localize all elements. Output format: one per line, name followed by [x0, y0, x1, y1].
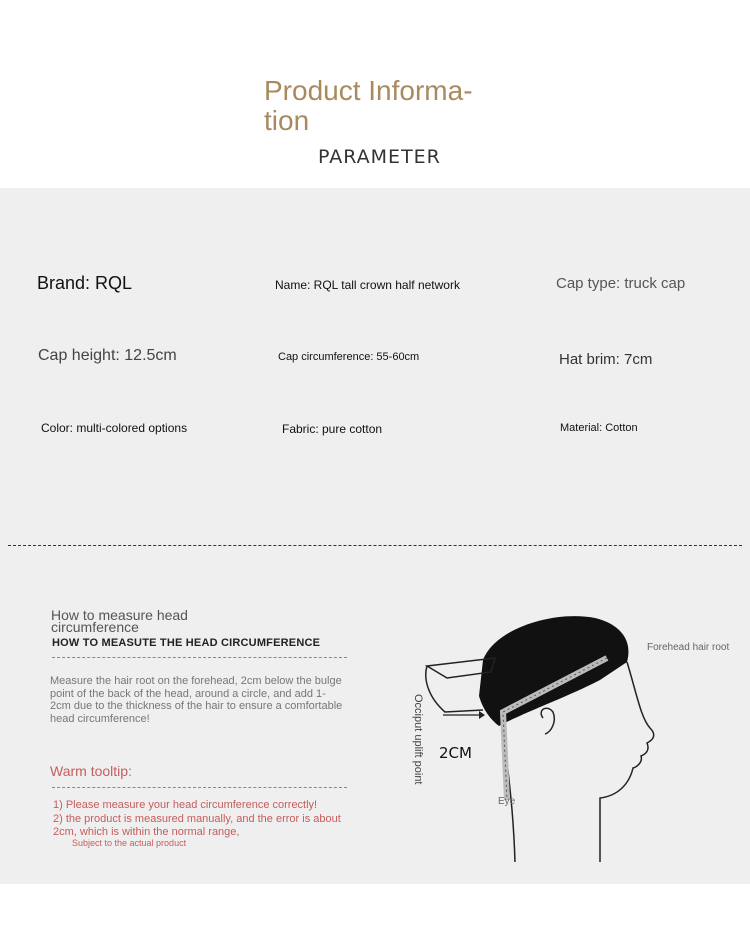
cap-outline — [426, 666, 483, 712]
forehead-label: Forehead hair root — [647, 642, 730, 653]
param-brand: Brand: RQL — [37, 273, 133, 293]
two-cm-label: 2CM — [439, 744, 472, 762]
param-material: Material: Cotton — [560, 422, 638, 434]
face-profile — [600, 662, 654, 862]
page-title: Product Informa- tion — [264, 75, 473, 136]
param-cap-height: Cap height: 12.5cm — [38, 347, 177, 364]
param-fabric: Fabric: pure cotton — [282, 422, 383, 436]
param-hat-brim: Hat brim: 7cm — [559, 351, 653, 368]
tip-note: Subject to the actual product — [72, 838, 187, 848]
param-cap-type: Cap type: truck cap — [556, 275, 686, 292]
measure-title: How to measure head circumference — [51, 607, 188, 635]
page-subtitle: PARAMETER — [318, 146, 441, 168]
head-measure-diagram — [395, 600, 745, 880]
tip-title: Warm tooltip: — [50, 763, 132, 779]
param-name: Name: RQL tall crown half network — [275, 278, 460, 292]
tip-item-2: 2) the product is measured manually, and the error is about 2cm, which is within the normal range, — [53, 813, 341, 838]
ear — [541, 708, 554, 734]
section-divider — [8, 545, 742, 546]
eye-label: Eye — [498, 796, 516, 807]
tip-divider — [52, 787, 347, 788]
measure-divider — [52, 657, 347, 658]
param-circumference: Cap circumference: 55-60cm — [278, 351, 420, 363]
tip-item-1: 1) Please measure your head circumference correctly! — [53, 799, 318, 811]
measure-subtitle: HOW TO MEASUTE THE HEAD CIRCUMFERENCE — [52, 637, 321, 649]
measure-instructions: Measure the hair root on the forehead, 2cm below the bulge point of the back of the head, around a circle, and add 1-2cm due to the thickness of the hair to ensure a comfortable head circumference! — [50, 675, 343, 725]
arrow-head — [479, 711, 485, 719]
param-color: Color: multi-colored options — [41, 421, 188, 435]
occiput-label: Occiput uplift point — [412, 694, 424, 785]
